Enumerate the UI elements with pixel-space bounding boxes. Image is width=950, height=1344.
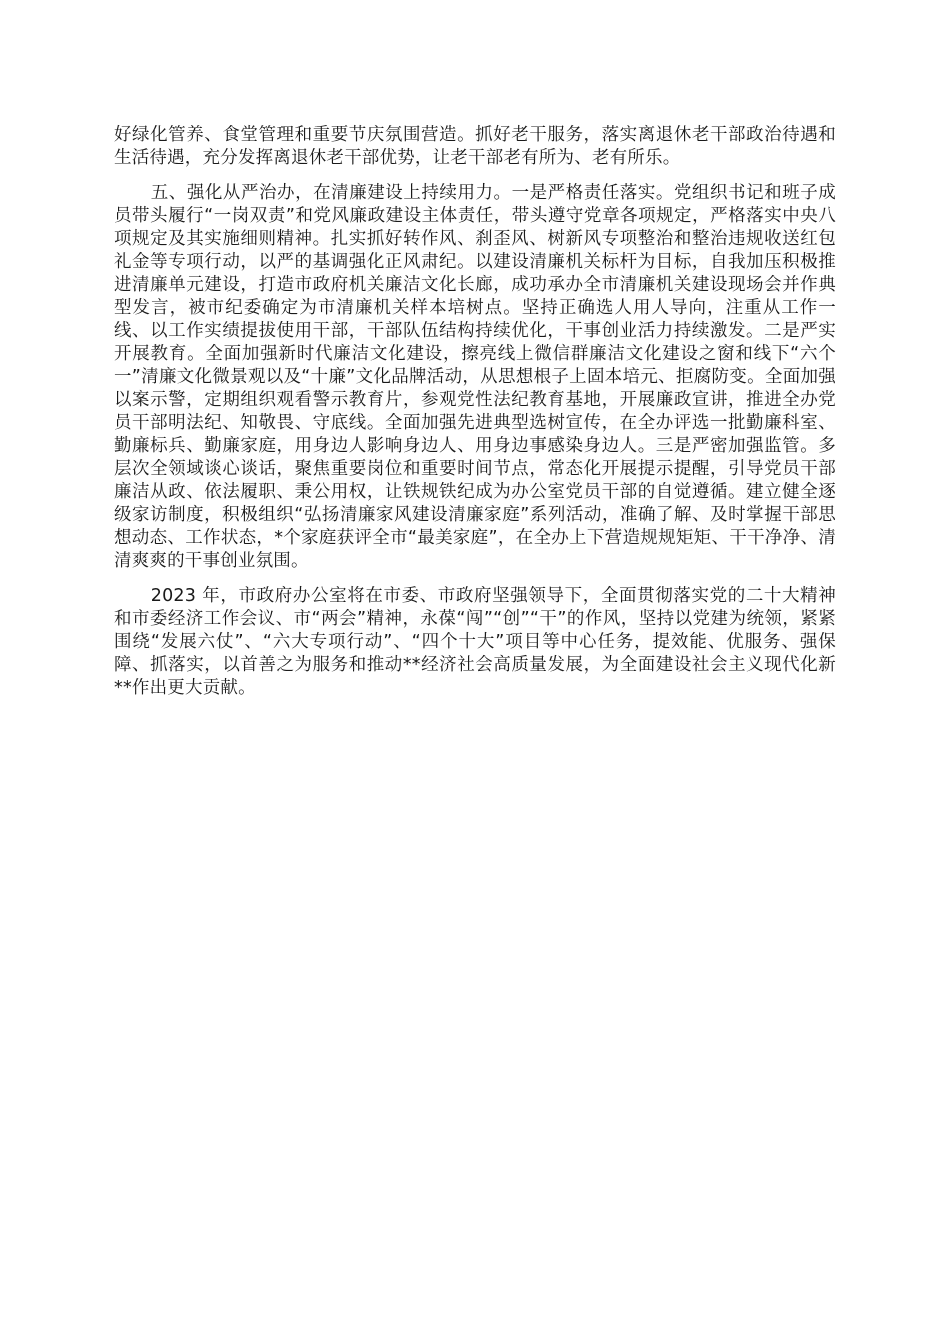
paragraph-section-five: 五、强化从严治办，在清廉建设上持续用力。一是严格责任落实。党组织书记和班子成员带头履行“一岗双责”和党风廉政建设主体责任，带头遵守党章各项规定，严格落实中央八项规定及其实施细则精神。扎实抓好转作风、刹歪风、树新风专项整治和整治违规收送红包礼金等专项行动，以严的基调强化正风肃纪。以建设清廉机关标杆为目标，自我加压积极推进清廉单元建设，打造市政府机关廉洁文化长廊，成功承办全市清廉机关建设现场会并作典型发言，被市纪委确定为市清廉机关样本培树点。坚持正确选人用人导向，注重从工作一线、以工作实绩提拔使用干部，干部队伍结构持续优化，干事创业活力持续激发。二是严实开展教育。全面加强新时代廉洁文化建设，擦亮线上微信群廉洁文化建设之窗和线下“六个一”清廉文化微景观以及“十廉”文化品牌活动，从思想根子上固本培元、拒腐防变。全面加强以案示警，定期组织观看警示教育片，参观党性法纪教育基地，开展廉政宣讲，推进全办党员干部明法纪、知敬畏、守底线。全面加强先进典型选树宣传，在全办评选一批勤廉科室、勤廉标兵、勤廉家庭，用身边人影响身边人、用身边事感染身边人。三是严密加强监管。多层次全领域谈心谈话，聚焦重要岗位和重要时间节点，常态化开展提示提醒，引导党员干部廉洁从政、依法履职、秉公用权，让铁规铁纪成为办公室党员干部的自觉遵循。建立健全逐级家访制度，积极组织“弘扬清廉家风建设清廉家庭”系列活动，准确了解、及时掌握干部思想动态、工作状态，*个家庭获评全市“最美家庭”，在全办上下营造规规矩矩、干干净净、清清爽爽的干事创业氛围。 bbox=[114, 183, 836, 571]
paragraph-continuation: 好绿化管养、食堂管理和重要节庆氛围营造。抓好老干服务，落实离退休老干部政治待遇和生活待遇，充分发挥离退休老干部优势，让老干部老有所为、老有所乐。 bbox=[114, 125, 836, 168]
paragraph-2023-outlook: 2023 年，市政府办公室将在市委、市政府坚强领导下，全面贯彻落实党的二十大精神和市委经济工作会议、市“两会”精神，永葆“闯”“创”“干”的作风，坚持以党建为统领，紧紧围绕“发展六仗”、“六大专项行动”、“四个十大”项目等中心任务，提效能、优服务、强保障、抓落实，以首善之为服务和推动**经济社会高质量发展，为全面建设社会主义现代化新**作出更大贡献。 bbox=[114, 586, 836, 698]
document-body bbox=[114, 124, 836, 700]
